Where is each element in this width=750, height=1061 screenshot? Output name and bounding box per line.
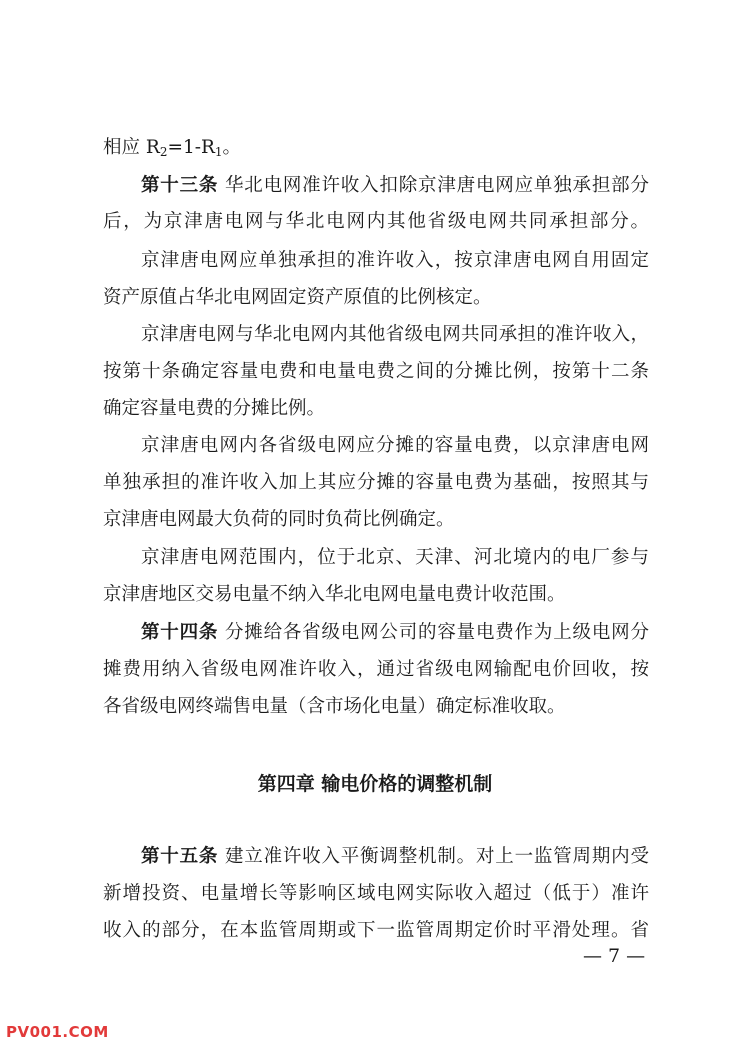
paragraph-line: 京津唐电网内各省级电网应分摊的容量电费，以京津唐电网 bbox=[141, 435, 649, 456]
paragraph-line: 京津唐地区交易电量不纳入华北电网电量电费计收范围。 bbox=[103, 584, 566, 605]
article-15-line-1 bbox=[141, 845, 649, 869]
paragraph-line-formula bbox=[103, 136, 241, 164]
formula-prefix: 相应 R bbox=[103, 137, 160, 158]
article-13-line-1 bbox=[141, 174, 649, 198]
article-13-text: 华北电网准许收入扣除京津唐电网应单独承担部分 bbox=[218, 175, 649, 196]
paragraph-line: 摊费用纳入省级电网准许收入，通过省级电网输配电价回收，按 bbox=[103, 659, 649, 680]
article-14-text: 分摊给各省级电网公司的容量电费作为上级电网分 bbox=[218, 622, 649, 643]
paragraph-line: 京津唐电网最大负荷的同时负荷比例确定。 bbox=[103, 509, 455, 530]
article-13-line-2: 后，为京津唐电网与华北电网内其他省级电网共同承担部分。 bbox=[103, 211, 649, 232]
article-15-title: 第十五条 bbox=[141, 846, 219, 867]
formula-suffix: 。 bbox=[222, 137, 242, 158]
article-13-title: 第十三条 bbox=[141, 175, 219, 196]
page-number: — 7 — bbox=[583, 945, 646, 967]
paragraph-line: 各省级电网终端售电量（含市场化电量）确定标准收取。 bbox=[103, 696, 566, 717]
formula-subscript-2: 2 bbox=[159, 145, 168, 159]
paragraph-line: 京津唐电网应单独承担的准许收入，按京津唐电网自用固定 bbox=[141, 250, 649, 271]
paragraph-line: 单独承担的准许收入加上其应分摊的容量电费为基础，按照其与 bbox=[103, 472, 649, 493]
paragraph-line: 新增投资、电量增长等影响区域电网实际收入超过（低于）准许 bbox=[103, 883, 649, 904]
article-14-line-1 bbox=[141, 621, 649, 645]
formula-subscript-1: 1 bbox=[214, 145, 223, 159]
paragraph-line: 资产原值占华北电网固定资产原值的比例核定。 bbox=[103, 287, 492, 308]
chapter-heading: 第四章 输电价格的调整机制 bbox=[257, 773, 493, 795]
paragraph-line: 收入的部分，在本监管周期或下一监管周期定价时平滑处理。省 bbox=[103, 920, 649, 941]
watermark-logo-text: PV001.COM bbox=[6, 1023, 109, 1041]
paragraph-line: 按第十条确定容量电费和电量电费之间的分摊比例，按第十二条 bbox=[103, 361, 649, 382]
article-15-text: 建立准许收入平衡调整机制。对上一监管周期内受 bbox=[218, 846, 649, 867]
paragraph-line: 确定容量电费的分摊比例。 bbox=[103, 398, 326, 419]
article-14-title: 第十四条 bbox=[141, 622, 219, 643]
formula-middle: =1-R bbox=[167, 137, 215, 158]
paragraph-line: 京津唐电网范围内，位于北京、天津、河北境内的电厂参与 bbox=[141, 547, 649, 568]
paragraph-line: 京津唐电网与华北电网内其他省级电网共同承担的准许收入， bbox=[141, 324, 649, 345]
